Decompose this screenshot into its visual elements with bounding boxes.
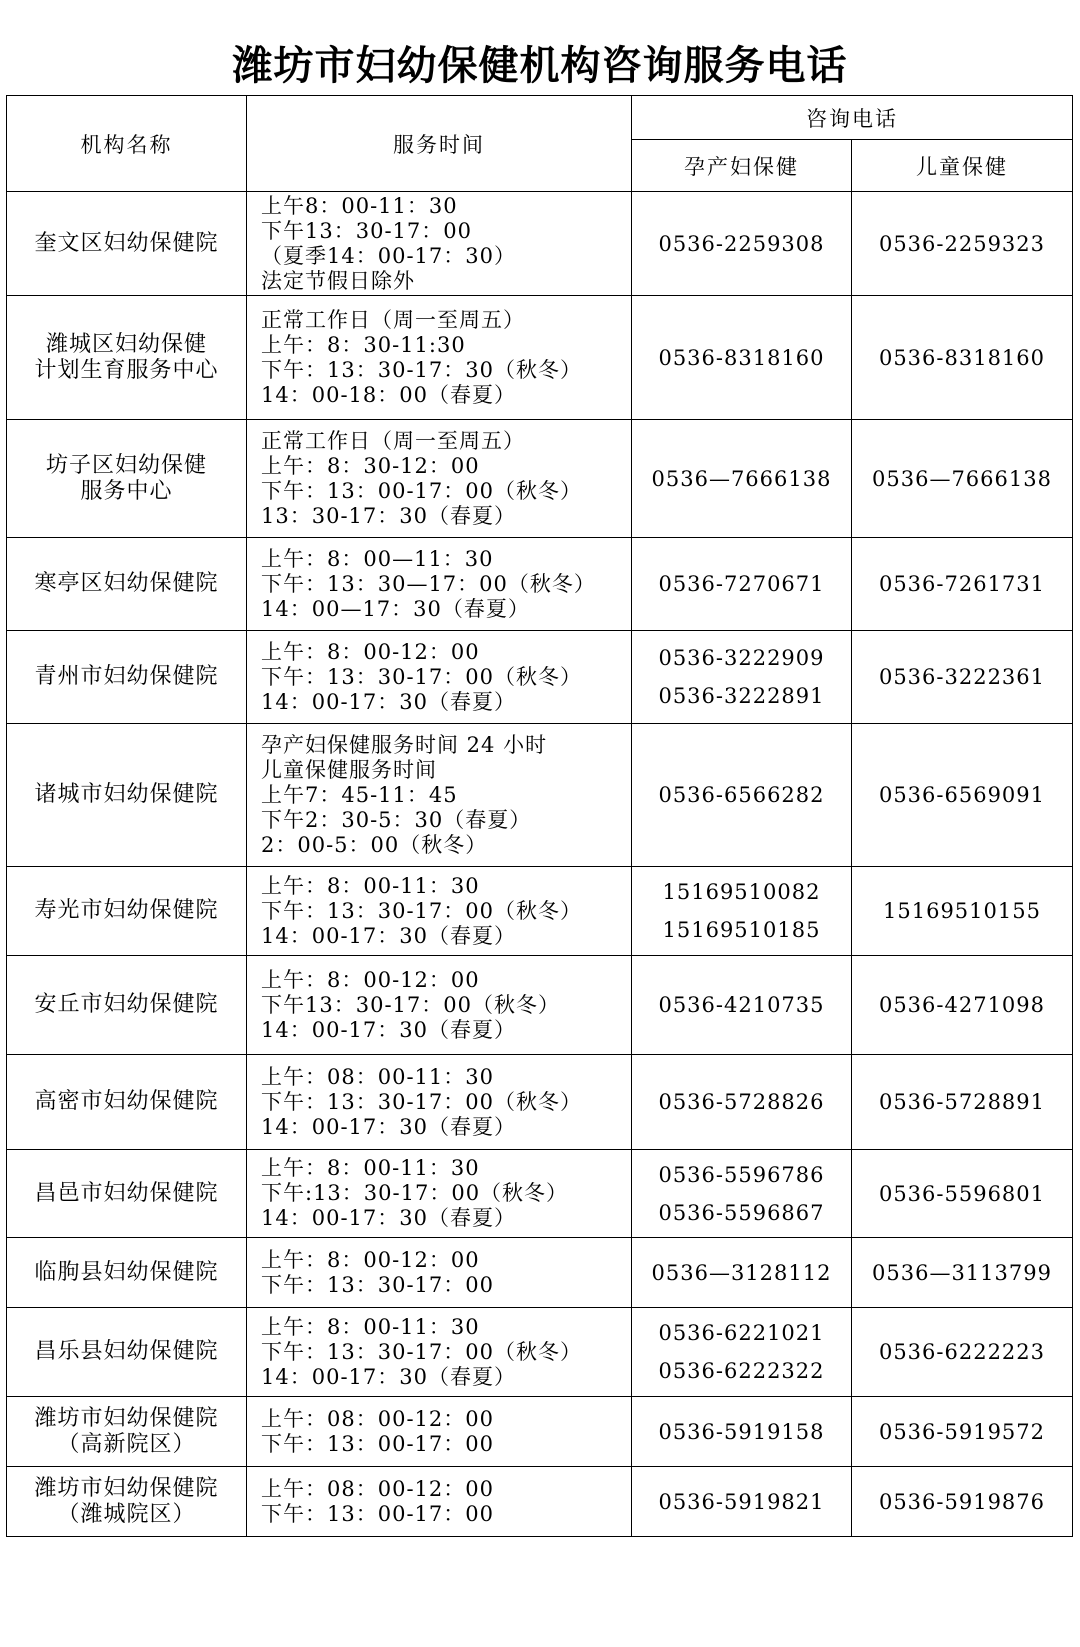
cell-institution-name-line: 昌乐县妇幼保健院 [34, 1339, 219, 1364]
cell-service-time-line: 上午：8：00-11：30 [261, 1314, 480, 1339]
cell-institution-name [7, 192, 247, 296]
cell-service-time [247, 1308, 632, 1397]
table-body [7, 192, 1073, 1537]
cell-institution-name [7, 1238, 247, 1308]
cell-service-time-line: 正常工作日（周一至周五） [261, 428, 525, 453]
cell-child-phone [852, 631, 1073, 724]
cell-maternal-phone-line: 0536—7666138 [651, 466, 832, 491]
cell-child-phone-line: 0536-6222223 [878, 1340, 1046, 1364]
cell-maternal-phone-line: 0536-5596867 [658, 1200, 825, 1225]
cell-maternal-phone-line: 0536-3222909 [658, 646, 825, 670]
cell-institution-name-line: 计划生育服务中心 [34, 357, 219, 383]
cell-service-time [247, 538, 632, 631]
table-row [7, 1397, 1073, 1467]
header-institution-name: 机构名称 [7, 96, 247, 192]
cell-service-time-line: 下午2：30-5：30（春夏） [261, 807, 532, 832]
cell-institution-name-line: 寿光市妇幼保健院 [34, 898, 219, 923]
cell-institution-name-line: （高新院区） [57, 1431, 196, 1457]
table-row [7, 1238, 1073, 1308]
cell-service-time-line: 14：00-17：30（春夏） [261, 923, 516, 948]
cell-child-phone [852, 538, 1073, 631]
cell-service-time-line: 14：00-17：30（春夏） [261, 1017, 516, 1042]
cell-service-time [247, 956, 632, 1055]
cell-service-time [247, 1397, 632, 1467]
cell-child-phone-line: 0536-5728891 [878, 1090, 1046, 1114]
table-row [7, 867, 1073, 956]
cell-child-phone [852, 724, 1073, 867]
cell-service-time [247, 420, 632, 538]
cell-service-time [247, 724, 632, 867]
cell-institution-name [7, 867, 247, 956]
cell-maternal-phone-line: 0536-2259308 [658, 231, 825, 256]
cell-service-time-line: 下午：13：30-17：00（秋冬） [261, 1339, 582, 1364]
table-row [7, 420, 1073, 538]
header-maternal-care: 孕产妇保健 [632, 140, 852, 192]
cell-institution-name-line: 昌邑市妇幼保健院 [34, 1180, 219, 1206]
cell-service-time-line: 上午：8：30-12：00 [261, 453, 480, 478]
cell-institution-name [7, 1467, 247, 1537]
cell-service-time-line: 上午：8：00-12：00 [261, 967, 480, 992]
cell-child-phone [852, 1467, 1073, 1537]
cell-service-time [247, 192, 632, 296]
cell-service-time-line: 13：30-17：30（春夏） [261, 503, 516, 528]
cell-maternal-phone [632, 296, 852, 420]
header-consult-phone: 咨询电话 [632, 96, 1073, 140]
cell-maternal-phone [632, 1055, 852, 1150]
cell-child-phone-line: 0536-6569091 [878, 783, 1046, 807]
cell-service-time [247, 1467, 632, 1537]
cell-service-time-line: 上午：8：30-11:30 [261, 332, 466, 357]
cell-maternal-phone [632, 1397, 852, 1467]
cell-institution-name-line: 青州市妇幼保健院 [34, 664, 219, 689]
cell-child-phone-line: 0536-5596801 [878, 1181, 1046, 1206]
cell-maternal-phone [632, 1467, 852, 1537]
cell-child-phone-line: 0536-8318160 [878, 345, 1046, 370]
cell-child-phone-line: 0536-2259323 [878, 231, 1046, 256]
header-child-care: 儿童保健 [852, 140, 1073, 192]
table-row [7, 296, 1073, 420]
cell-service-time-line: 上午：8：00-11：30 [261, 873, 480, 898]
cell-maternal-phone-line: 0536-5919821 [658, 1489, 825, 1514]
cell-service-time-line: 14：00-17：30（春夏） [261, 1114, 516, 1139]
cell-maternal-phone [632, 867, 852, 956]
cell-child-phone-line: 0536-3222361 [878, 665, 1046, 689]
table-row [7, 631, 1073, 724]
table-row [7, 724, 1073, 867]
cell-institution-name [7, 538, 247, 631]
cell-institution-name-line: 潍坊市妇幼保健院 [34, 1475, 219, 1501]
table-row [7, 1055, 1073, 1150]
table-row [7, 1150, 1073, 1238]
cell-service-time-line: 14：00-17：30（春夏） [261, 1364, 516, 1389]
table-row [7, 1308, 1073, 1397]
cell-maternal-phone [632, 631, 852, 724]
cell-child-phone [852, 1150, 1073, 1238]
cell-service-time-line: 下午：13：30-17：00 [261, 1272, 494, 1297]
cell-maternal-phone-line: 0536—3128112 [651, 1260, 832, 1285]
cell-service-time [247, 1055, 632, 1150]
cell-maternal-phone-line: 0536-7270671 [658, 572, 825, 596]
cell-service-time-line: 下午：13：00-17：00（秋冬） [261, 478, 582, 503]
cell-maternal-phone [632, 1150, 852, 1238]
cell-service-time-line: 上午：08：00-12：00 [261, 1476, 494, 1501]
cell-child-phone [852, 296, 1073, 420]
cell-service-time-line: 上午7：45-11：45 [261, 782, 458, 807]
cell-service-time-line: 下午：13：00-17：00 [261, 1501, 494, 1526]
cell-institution-name [7, 1055, 247, 1150]
cell-child-phone [852, 867, 1073, 956]
cell-child-phone-line: 0536-5919876 [878, 1489, 1046, 1514]
cell-institution-name-line: 寒亭区妇幼保健院 [34, 571, 219, 596]
cell-maternal-phone-line: 15169510185 [662, 918, 821, 942]
cell-maternal-phone-line: 0536-8318160 [658, 345, 825, 370]
cell-child-phone-line: 15169510155 [883, 899, 1041, 923]
cell-institution-name-line: 坊子区妇幼保健 [45, 452, 207, 478]
cell-institution-name-line: 安丘市妇幼保健院 [34, 992, 219, 1017]
cell-service-time-line: 14：00-18：00（春夏） [261, 382, 516, 407]
page-title: 潍坊市妇幼保健机构咨询服务电话 [232, 42, 848, 89]
cell-maternal-phone [632, 538, 852, 631]
cell-service-time-line: 下午：13：30-17：00（秋冬） [261, 898, 582, 923]
cell-service-time-line: 法定节假日除外 [261, 268, 415, 293]
cell-institution-name-line: 高密市妇幼保健院 [34, 1089, 219, 1114]
cell-institution-name-line: （潍城院区） [57, 1501, 196, 1527]
cell-institution-name [7, 631, 247, 724]
cell-service-time-line: （夏季14：00-17：30） [261, 243, 516, 268]
cell-child-phone [852, 1238, 1073, 1308]
cell-maternal-phone-line: 0536-5919158 [658, 1419, 825, 1444]
cell-institution-name [7, 724, 247, 867]
cell-child-phone [852, 956, 1073, 1055]
cell-service-time [247, 1238, 632, 1308]
cell-service-time-line: 上午：8：00-12：00 [261, 639, 480, 664]
cell-maternal-phone-line: 0536-4210735 [658, 993, 825, 1017]
table-row [7, 1467, 1073, 1537]
cell-institution-name-line: 潍城区妇幼保健 [45, 331, 207, 357]
cell-institution-name [7, 420, 247, 538]
cell-service-time-line: 14：00-17：30（春夏） [261, 1206, 516, 1230]
cell-maternal-phone [632, 724, 852, 867]
cell-service-time-line: 孕产妇保健服务时间 24 小时 [261, 732, 548, 757]
cell-service-time [247, 867, 632, 956]
cell-service-time-line: 下午：13：30-17：00（秋冬） [261, 1089, 582, 1114]
cell-maternal-phone-line: 15169510082 [662, 880, 821, 904]
cell-maternal-phone [632, 1238, 852, 1308]
cell-institution-name [7, 956, 247, 1055]
cell-service-time-line: 2：00-5：00（秋冬） [261, 832, 488, 857]
cell-child-phone [852, 192, 1073, 296]
header-service-time: 服务时间 [247, 96, 632, 192]
cell-child-phone-line: 0536-7261731 [878, 572, 1046, 596]
cell-child-phone [852, 1308, 1073, 1397]
cell-service-time-line: 14：00—17：30（春夏） [261, 596, 530, 621]
cell-service-time-line: 下午13：30-17：00 [261, 218, 472, 243]
cell-institution-name [7, 1150, 247, 1238]
cell-service-time-line: 下午：13：00-17：00 [261, 1431, 494, 1456]
cell-institution-name-line: 服务中心 [80, 478, 173, 504]
cell-maternal-phone-line: 0536-6222322 [658, 1359, 825, 1383]
cell-service-time [247, 631, 632, 724]
cell-service-time [247, 296, 632, 420]
cell-service-time-line: 14：00-17：30（春夏） [261, 689, 516, 714]
cell-maternal-phone-line: 0536-3222891 [658, 684, 825, 708]
cell-service-time-line: 下午：13：30-17：00（秋冬） [261, 664, 582, 689]
cell-institution-name-line: 奎文区妇幼保健院 [34, 230, 219, 256]
cell-child-phone [852, 1397, 1073, 1467]
cell-service-time-line: 上午：08：00-11：30 [261, 1064, 494, 1089]
cell-service-time-line: 上午8：00-11：30 [261, 193, 458, 218]
cell-service-time-line: 上午：8：00-11：30 [261, 1156, 480, 1180]
cell-institution-name-line: 潍坊市妇幼保健院 [34, 1405, 219, 1431]
cell-maternal-phone-line: 0536-6221021 [658, 1321, 825, 1345]
cell-institution-name-line: 诸城市妇幼保健院 [34, 782, 219, 807]
cell-maternal-phone [632, 420, 852, 538]
cell-service-time-line: 正常工作日（周一至周五） [261, 307, 525, 332]
table-row [7, 956, 1073, 1055]
cell-maternal-phone-line: 0536-5728826 [658, 1090, 825, 1114]
cell-institution-name [7, 1397, 247, 1467]
cell-child-phone-line: 0536-4271098 [878, 993, 1046, 1017]
cell-child-phone-line: 0536—3113799 [872, 1260, 1052, 1285]
cell-institution-name-line: 临朐县妇幼保健院 [34, 1259, 219, 1285]
cell-maternal-phone [632, 956, 852, 1055]
cell-child-phone [852, 1055, 1073, 1150]
cell-institution-name [7, 1308, 247, 1397]
cell-maternal-phone [632, 1308, 852, 1397]
cell-maternal-phone [632, 192, 852, 296]
cell-service-time-line: 上午：8：00-12：00 [261, 1247, 480, 1272]
cell-service-time-line: 下午:13：30-17：00（秋冬） [261, 1181, 569, 1205]
cell-service-time-line: 儿童保健服务时间 [261, 757, 437, 782]
cell-institution-name [7, 296, 247, 420]
table-row [7, 538, 1073, 631]
cell-child-phone-line: 0536-5919572 [878, 1419, 1046, 1444]
cell-service-time-line: 上午：08：00-12：00 [261, 1406, 494, 1431]
cell-maternal-phone-line: 0536-5596786 [658, 1162, 825, 1187]
cell-maternal-phone-line: 0536-6566282 [658, 783, 825, 807]
cell-child-phone-line: 0536—7666138 [872, 466, 1052, 491]
table-row [7, 192, 1073, 296]
cell-service-time-line: 下午：13：30-17：30（秋冬） [261, 357, 582, 382]
cell-service-time-line: 上午：8：00—11：30 [261, 546, 494, 571]
cell-child-phone [852, 420, 1073, 538]
cell-service-time [247, 1150, 632, 1238]
cell-service-time-line: 下午：13：30—17：00（秋冬） [261, 571, 596, 596]
contact-table [6, 95, 1073, 1537]
cell-service-time-line: 下午13：30-17：00（秋冬） [261, 992, 560, 1017]
